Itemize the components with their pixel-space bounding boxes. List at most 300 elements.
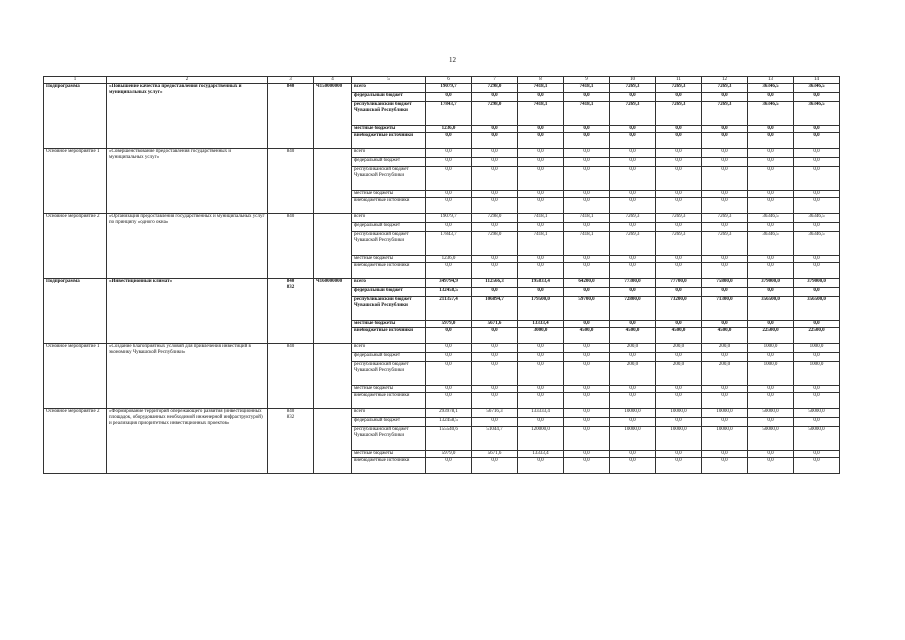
program-name: «Создание благоприятных условий для привлечения инвестиций в экономику Чувашской Республики» bbox=[107, 344, 268, 409]
amount-cell: 0,0 bbox=[748, 223, 794, 232]
amount-cell: 36346,5 bbox=[794, 102, 840, 126]
amount-cell: 0,0 bbox=[702, 133, 748, 149]
program-name: «Повышение качества предоставления государственных и муниципальных услуг» bbox=[107, 84, 268, 149]
amount-cell: 0,0 bbox=[656, 321, 702, 328]
amount-cell: 0,0 bbox=[702, 191, 748, 198]
amount-cell: 50000,0 bbox=[794, 427, 840, 451]
amount-cell: 0,0 bbox=[610, 191, 656, 198]
amount-cell: 7418,1 bbox=[564, 232, 610, 256]
amount-cell: 0,0 bbox=[748, 353, 794, 362]
amount-cell: 4500,0 bbox=[564, 328, 610, 344]
amount-cell: 0,0 bbox=[656, 93, 702, 102]
amount-cell: 132458,5 bbox=[426, 288, 472, 297]
amount-cell: 120000,0 bbox=[518, 427, 564, 451]
amount-cell: 0,0 bbox=[794, 451, 840, 458]
amount-cell: 200,0 bbox=[610, 362, 656, 386]
amount-cell: 0,0 bbox=[656, 167, 702, 191]
grbs-code: 840 bbox=[268, 344, 314, 409]
amount-cell: 7298,0 bbox=[472, 214, 518, 223]
amount-cell: 0,0 bbox=[702, 458, 748, 474]
amount-cell: 0,0 bbox=[748, 149, 794, 158]
amount-cell: 0,0 bbox=[794, 133, 840, 149]
amount-cell: 7298,0 bbox=[472, 84, 518, 93]
amount-cell: 0,0 bbox=[702, 149, 748, 158]
amount-cell: 0,0 bbox=[472, 133, 518, 149]
amount-cell: 0,0 bbox=[794, 126, 840, 133]
amount-cell: 0,0 bbox=[564, 198, 610, 214]
amount-cell: 36346,5 bbox=[748, 84, 794, 93]
program-name: «Формирование территорий опережающего развития (инвестиционных площадок, оборудованных необходимой инженерной инфраструктурой) и реализация приоритетных инвестиционных проектов» bbox=[107, 409, 268, 474]
amount-cell: 0,0 bbox=[564, 288, 610, 297]
amount-cell: 0,0 bbox=[656, 256, 702, 263]
amount-cell: 1236,0 bbox=[426, 126, 472, 133]
amount-cell: 13333,4 bbox=[518, 321, 564, 328]
funding-source: всего bbox=[352, 344, 426, 353]
amount-cell: 1236,0 bbox=[426, 256, 472, 263]
amount-cell: 0,0 bbox=[702, 393, 748, 409]
amount-cell: 0,0 bbox=[748, 451, 794, 458]
amount-cell: 0,0 bbox=[610, 93, 656, 102]
grbs-code: 840 bbox=[268, 149, 314, 214]
grbs-code: 840 bbox=[268, 84, 314, 149]
amount-cell: 379000,0 bbox=[794, 279, 840, 288]
amount-cell: 133333,4 bbox=[518, 409, 564, 418]
amount-cell: 0,0 bbox=[518, 362, 564, 386]
amount-cell: 0,0 bbox=[748, 191, 794, 198]
amount-cell: 0,0 bbox=[748, 126, 794, 133]
amount-cell: 0,0 bbox=[656, 451, 702, 458]
funding-source: федеральный бюджет bbox=[352, 223, 426, 232]
funding-source: всего bbox=[352, 84, 426, 93]
funding-source: внебюджетные источники bbox=[352, 393, 426, 409]
funding-source: всего bbox=[352, 214, 426, 223]
amount-cell: 0,0 bbox=[564, 158, 610, 167]
amount-cell: 349794,9 bbox=[426, 279, 472, 288]
amount-cell: 0,0 bbox=[518, 393, 564, 409]
amount-cell: 0,0 bbox=[656, 198, 702, 214]
amount-cell: 7418,1 bbox=[518, 232, 564, 256]
program-label: Основное мероприятие 2 bbox=[44, 214, 107, 279]
amount-cell: 0,0 bbox=[702, 386, 748, 393]
target-code bbox=[314, 214, 352, 279]
program-name: «Организация предоставления государственных и муниципальных услуг по принципу «одного окна» bbox=[107, 214, 268, 279]
amount-cell: 50000,0 bbox=[748, 409, 794, 418]
amount-cell: 106894,7 bbox=[472, 297, 518, 321]
amount-cell: 0,0 bbox=[656, 158, 702, 167]
amount-cell: 0,0 bbox=[518, 93, 564, 102]
amount-cell: 0,0 bbox=[564, 362, 610, 386]
amount-cell: 0,0 bbox=[426, 158, 472, 167]
amount-cell: 0,0 bbox=[426, 223, 472, 232]
amount-cell: 356500,0 bbox=[748, 297, 794, 321]
amount-cell: 75800,0 bbox=[702, 279, 748, 288]
amount-cell: 4500,0 bbox=[702, 328, 748, 344]
amount-cell: 7269,3 bbox=[656, 84, 702, 93]
funding-source: федеральный бюджет bbox=[352, 288, 426, 297]
amount-cell: 77700,0 bbox=[656, 279, 702, 288]
amount-cell: 0,0 bbox=[518, 263, 564, 279]
amount-cell: 0,0 bbox=[748, 263, 794, 279]
amount-cell: 0,0 bbox=[518, 191, 564, 198]
funding-source: республиканский бюджет Чувашской Республики bbox=[352, 427, 426, 451]
funding-source: местные бюджеты bbox=[352, 191, 426, 198]
amount-cell: 0,0 bbox=[610, 256, 656, 263]
amount-cell: 0,0 bbox=[564, 149, 610, 158]
column-number-cell: 12 bbox=[702, 77, 748, 84]
amount-cell: 13333,4 bbox=[518, 451, 564, 458]
amount-cell: 0,0 bbox=[702, 288, 748, 297]
amount-cell: 59700,0 bbox=[564, 297, 610, 321]
amount-cell: 22500,0 bbox=[794, 328, 840, 344]
amount-cell: 0,0 bbox=[610, 149, 656, 158]
program-label: Основное мероприятие 1 bbox=[44, 344, 107, 409]
amount-cell: 0,0 bbox=[564, 223, 610, 232]
amount-cell: 0,0 bbox=[610, 458, 656, 474]
amount-cell: 0,0 bbox=[702, 223, 748, 232]
amount-cell: 200,0 bbox=[656, 362, 702, 386]
amount-cell: 155540,6 bbox=[426, 427, 472, 451]
amount-cell: 0,0 bbox=[426, 263, 472, 279]
amount-cell: 7269,3 bbox=[610, 214, 656, 223]
amount-cell: 7418,1 bbox=[518, 84, 564, 93]
amount-cell: 0,0 bbox=[702, 93, 748, 102]
amount-cell: 0,0 bbox=[518, 167, 564, 191]
amount-cell: 0,0 bbox=[564, 263, 610, 279]
amount-cell: 0,0 bbox=[564, 418, 610, 427]
amount-cell: 0,0 bbox=[610, 353, 656, 362]
amount-cell: 0,0 bbox=[564, 386, 610, 393]
grbs-code: 840 832 bbox=[268, 409, 314, 474]
amount-cell: 0,0 bbox=[426, 362, 472, 386]
amount-cell: 0,0 bbox=[748, 393, 794, 409]
amount-cell: 0,0 bbox=[610, 386, 656, 393]
funding-source: внебюджетные источники bbox=[352, 263, 426, 279]
amount-cell: 0,0 bbox=[748, 321, 794, 328]
funding-source: всего bbox=[352, 279, 426, 288]
amount-cell: 51044,7 bbox=[472, 427, 518, 451]
target-code bbox=[314, 344, 352, 409]
amount-cell: 0,0 bbox=[564, 321, 610, 328]
amount-cell: 0,0 bbox=[702, 167, 748, 191]
amount-cell: 36346,5 bbox=[794, 214, 840, 223]
amount-cell: 0,0 bbox=[794, 458, 840, 474]
amount-cell: 0,0 bbox=[656, 133, 702, 149]
amount-cell: 211357,4 bbox=[426, 297, 472, 321]
column-number-cell: 7 bbox=[472, 77, 518, 84]
column-number-cell: 8 bbox=[518, 77, 564, 84]
amount-cell: 7269,3 bbox=[656, 232, 702, 256]
amount-cell: 0,0 bbox=[610, 198, 656, 214]
amount-cell: 0,0 bbox=[656, 191, 702, 198]
funding-source: республиканский бюджет Чувашской Республики bbox=[352, 362, 426, 386]
amount-cell: 0,0 bbox=[426, 458, 472, 474]
program-label: Основное мероприятие 2 bbox=[44, 409, 107, 474]
column-number-cell: 3 bbox=[268, 77, 314, 84]
funding-source: внебюджетные источники bbox=[352, 328, 426, 344]
grbs-code: 840 832 bbox=[268, 279, 314, 344]
amount-cell: 0,0 bbox=[794, 418, 840, 427]
amount-cell: 1000,0 bbox=[748, 362, 794, 386]
amount-cell: 0,0 bbox=[610, 263, 656, 279]
amount-cell: 36346,5 bbox=[748, 102, 794, 126]
amount-cell: 0,0 bbox=[426, 353, 472, 362]
program-name: «Совершенствование предоставления государственных и муниципальных услуг» bbox=[107, 149, 268, 214]
amount-cell: 0,0 bbox=[518, 288, 564, 297]
amount-cell: 7298,0 bbox=[472, 232, 518, 256]
amount-cell: 0,0 bbox=[748, 167, 794, 191]
funding-source: внебюджетные источники bbox=[352, 458, 426, 474]
amount-cell: 72800,0 bbox=[610, 297, 656, 321]
amount-cell: 0,0 bbox=[748, 386, 794, 393]
column-number-cell: 10 bbox=[610, 77, 656, 84]
amount-cell: 0,0 bbox=[518, 158, 564, 167]
amount-cell: 0,0 bbox=[610, 158, 656, 167]
amount-cell: 0,0 bbox=[472, 418, 518, 427]
amount-cell: 0,0 bbox=[794, 158, 840, 167]
amount-cell: 7298,0 bbox=[472, 102, 518, 126]
amount-cell: 5979,0 bbox=[426, 321, 472, 328]
amount-cell: 7269,3 bbox=[702, 102, 748, 126]
amount-cell: 0,0 bbox=[426, 386, 472, 393]
amount-cell: 0,0 bbox=[702, 321, 748, 328]
amount-cell: 0,0 bbox=[472, 458, 518, 474]
amount-cell: 0,0 bbox=[564, 393, 610, 409]
amount-cell: 0,0 bbox=[656, 223, 702, 232]
amount-cell: 0,0 bbox=[518, 344, 564, 353]
table-row bbox=[44, 344, 840, 353]
amount-cell: 5979,0 bbox=[426, 451, 472, 458]
amount-cell: 0,0 bbox=[426, 149, 472, 158]
amount-cell: 0,0 bbox=[426, 93, 472, 102]
funding-source: всего bbox=[352, 149, 426, 158]
amount-cell: 0,0 bbox=[518, 126, 564, 133]
amount-cell: 7269,3 bbox=[702, 214, 748, 223]
amount-cell: 7269,3 bbox=[702, 84, 748, 93]
amount-cell: 0,0 bbox=[472, 353, 518, 362]
grbs-code: 840 bbox=[268, 214, 314, 279]
amount-cell: 0,0 bbox=[748, 158, 794, 167]
amount-cell: 0,0 bbox=[472, 158, 518, 167]
column-number-row bbox=[44, 77, 840, 84]
amount-cell: 0,0 bbox=[610, 321, 656, 328]
amount-cell: 0,0 bbox=[472, 191, 518, 198]
amount-cell: 36346,5 bbox=[794, 232, 840, 256]
amount-cell: 19079,7 bbox=[426, 84, 472, 93]
amount-cell: 195833,4 bbox=[518, 279, 564, 288]
amount-cell: 0,0 bbox=[472, 93, 518, 102]
funding-source: местные бюджеты bbox=[352, 256, 426, 263]
target-code bbox=[314, 149, 352, 214]
amount-cell: 0,0 bbox=[518, 458, 564, 474]
amount-cell: 36346,5 bbox=[794, 84, 840, 93]
amount-cell: 0,0 bbox=[426, 167, 472, 191]
amount-cell: 0,0 bbox=[702, 126, 748, 133]
amount-cell: 0,0 bbox=[794, 321, 840, 328]
amount-cell: 36346,5 bbox=[748, 232, 794, 256]
funding-source: местные бюджеты bbox=[352, 321, 426, 328]
amount-cell: 7269,3 bbox=[656, 214, 702, 223]
funding-source: всего bbox=[352, 409, 426, 418]
target-code: Ч160000000 bbox=[314, 279, 352, 344]
amount-cell: 0,0 bbox=[794, 167, 840, 191]
amount-cell: 0,0 bbox=[518, 133, 564, 149]
amount-cell: 10000,0 bbox=[702, 427, 748, 451]
amount-cell: 0,0 bbox=[702, 418, 748, 427]
amount-cell: 0,0 bbox=[564, 427, 610, 451]
amount-cell: 0,0 bbox=[426, 393, 472, 409]
amount-cell: 0,0 bbox=[426, 328, 472, 344]
amount-cell: 10000,0 bbox=[610, 427, 656, 451]
funding-source: федеральный бюджет bbox=[352, 418, 426, 427]
amount-cell: 0,0 bbox=[610, 126, 656, 133]
amount-cell: 0,0 bbox=[656, 126, 702, 133]
amount-cell: 0,0 bbox=[472, 328, 518, 344]
amount-cell: 0,0 bbox=[794, 256, 840, 263]
amount-cell: 293978,1 bbox=[426, 409, 472, 418]
amount-cell: 0,0 bbox=[702, 451, 748, 458]
amount-cell: 0,0 bbox=[656, 353, 702, 362]
amount-cell: 200,0 bbox=[656, 344, 702, 353]
amount-cell: 0,0 bbox=[610, 288, 656, 297]
amount-cell: 0,0 bbox=[702, 158, 748, 167]
amount-cell: 0,0 bbox=[518, 198, 564, 214]
amount-cell: 36346,5 bbox=[748, 214, 794, 223]
amount-cell: 0,0 bbox=[472, 126, 518, 133]
amount-cell: 0,0 bbox=[518, 353, 564, 362]
amount-cell: 0,0 bbox=[794, 149, 840, 158]
column-number-cell: 13 bbox=[748, 77, 794, 84]
table-row bbox=[44, 279, 840, 288]
amount-cell: 379000,0 bbox=[748, 279, 794, 288]
funding-source: республиканский бюджет Чувашской Республики bbox=[352, 167, 426, 191]
amount-cell: 7269,3 bbox=[610, 84, 656, 93]
amount-cell: 10000,0 bbox=[656, 427, 702, 451]
amount-cell: 50000,0 bbox=[794, 409, 840, 418]
amount-cell: 10000,0 bbox=[656, 409, 702, 418]
funding-source: федеральный бюджет bbox=[352, 353, 426, 362]
amount-cell: 0,0 bbox=[426, 191, 472, 198]
program-label: Подпрограмма bbox=[44, 84, 107, 149]
column-number-cell: 14 bbox=[794, 77, 840, 84]
column-number-cell: 4 bbox=[314, 77, 352, 84]
amount-cell: 0,0 bbox=[702, 353, 748, 362]
program-label: Основное мероприятие 1 bbox=[44, 149, 107, 214]
amount-cell: 0,0 bbox=[656, 386, 702, 393]
funding-source: внебюджетные источники bbox=[352, 198, 426, 214]
amount-cell: 0,0 bbox=[656, 288, 702, 297]
amount-cell: 200,0 bbox=[610, 344, 656, 353]
amount-cell: 0,0 bbox=[794, 223, 840, 232]
amount-cell: 0,0 bbox=[564, 256, 610, 263]
amount-cell: 0,0 bbox=[564, 167, 610, 191]
amount-cell: 0,0 bbox=[564, 126, 610, 133]
amount-cell: 10000,0 bbox=[610, 409, 656, 418]
amount-cell: 356500,0 bbox=[794, 297, 840, 321]
table-row bbox=[44, 84, 840, 93]
amount-cell: 4500,0 bbox=[656, 328, 702, 344]
amount-cell: 0,0 bbox=[702, 263, 748, 279]
amount-cell: 112566,3 bbox=[472, 279, 518, 288]
amount-cell: 0,0 bbox=[564, 353, 610, 362]
program-label: Подпрограмма bbox=[44, 279, 107, 344]
amount-cell: 0,0 bbox=[794, 93, 840, 102]
amount-cell: 0,0 bbox=[610, 223, 656, 232]
funding-source: республиканский бюджет Чувашской Республики bbox=[352, 102, 426, 126]
amount-cell: 0,0 bbox=[748, 256, 794, 263]
amount-cell: 0,0 bbox=[518, 418, 564, 427]
amount-cell: 7418,1 bbox=[564, 84, 610, 93]
amount-cell: 3000,0 bbox=[518, 328, 564, 344]
amount-cell: 132458,5 bbox=[426, 418, 472, 427]
amount-cell: 0,0 bbox=[748, 198, 794, 214]
funding-source: республиканский бюджет Чувашской Республики bbox=[352, 297, 426, 321]
amount-cell: 1000,0 bbox=[794, 362, 840, 386]
amount-cell: 0,0 bbox=[472, 288, 518, 297]
amount-cell: 0,0 bbox=[794, 263, 840, 279]
amount-cell: 0,0 bbox=[518, 149, 564, 158]
funding-source: федеральный бюджет bbox=[352, 93, 426, 102]
amount-cell: 5671,6 bbox=[472, 321, 518, 328]
column-number-cell: 5 bbox=[352, 77, 426, 84]
amount-cell: 0,0 bbox=[426, 198, 472, 214]
amount-cell: 10000,0 bbox=[702, 409, 748, 418]
column-number-cell: 1 bbox=[44, 77, 107, 84]
amount-cell: 7418,1 bbox=[564, 214, 610, 223]
table-row bbox=[44, 149, 840, 158]
amount-cell: 19079,7 bbox=[426, 214, 472, 223]
amount-cell: 0,0 bbox=[610, 418, 656, 427]
amount-cell: 0,0 bbox=[748, 93, 794, 102]
amount-cell: 7269,3 bbox=[702, 232, 748, 256]
page-number: 12 bbox=[449, 56, 456, 64]
amount-cell: 0,0 bbox=[794, 353, 840, 362]
amount-cell: 0,0 bbox=[518, 223, 564, 232]
amount-cell: 0,0 bbox=[564, 458, 610, 474]
amount-cell: 0,0 bbox=[794, 288, 840, 297]
amount-cell: 0,0 bbox=[794, 393, 840, 409]
amount-cell: 0,0 bbox=[564, 451, 610, 458]
amount-cell: 200,0 bbox=[702, 344, 748, 353]
amount-cell: 0,0 bbox=[748, 288, 794, 297]
amount-cell: 17843,7 bbox=[426, 232, 472, 256]
funding-source: местные бюджеты bbox=[352, 386, 426, 393]
amount-cell: 0,0 bbox=[656, 149, 702, 158]
table-row bbox=[44, 214, 840, 223]
amount-cell: 71300,0 bbox=[702, 297, 748, 321]
amount-cell: 0,0 bbox=[794, 191, 840, 198]
amount-cell: 7418,1 bbox=[518, 214, 564, 223]
amount-cell: 0,0 bbox=[472, 167, 518, 191]
amount-cell: 0,0 bbox=[472, 149, 518, 158]
amount-cell: 73200,0 bbox=[656, 297, 702, 321]
amount-cell: 50000,0 bbox=[748, 427, 794, 451]
table-row bbox=[44, 409, 840, 418]
amount-cell: 0,0 bbox=[656, 458, 702, 474]
amount-cell: 0,0 bbox=[426, 344, 472, 353]
amount-cell: 0,0 bbox=[702, 198, 748, 214]
program-name: «Инвестиционный климат» bbox=[107, 279, 268, 344]
amount-cell: 0,0 bbox=[472, 344, 518, 353]
amount-cell: 0,0 bbox=[518, 386, 564, 393]
funding-source: внебюджетные источники bbox=[352, 133, 426, 149]
amount-cell: 1000,0 bbox=[748, 344, 794, 353]
target-code: Ч150000000 bbox=[314, 84, 352, 149]
column-number-cell: 2 bbox=[107, 77, 268, 84]
amount-cell: 200,0 bbox=[702, 362, 748, 386]
funding-source: республиканский бюджет Чувашской Республики bbox=[352, 232, 426, 256]
amount-cell: 0,0 bbox=[656, 418, 702, 427]
amount-cell: 5671,6 bbox=[472, 451, 518, 458]
